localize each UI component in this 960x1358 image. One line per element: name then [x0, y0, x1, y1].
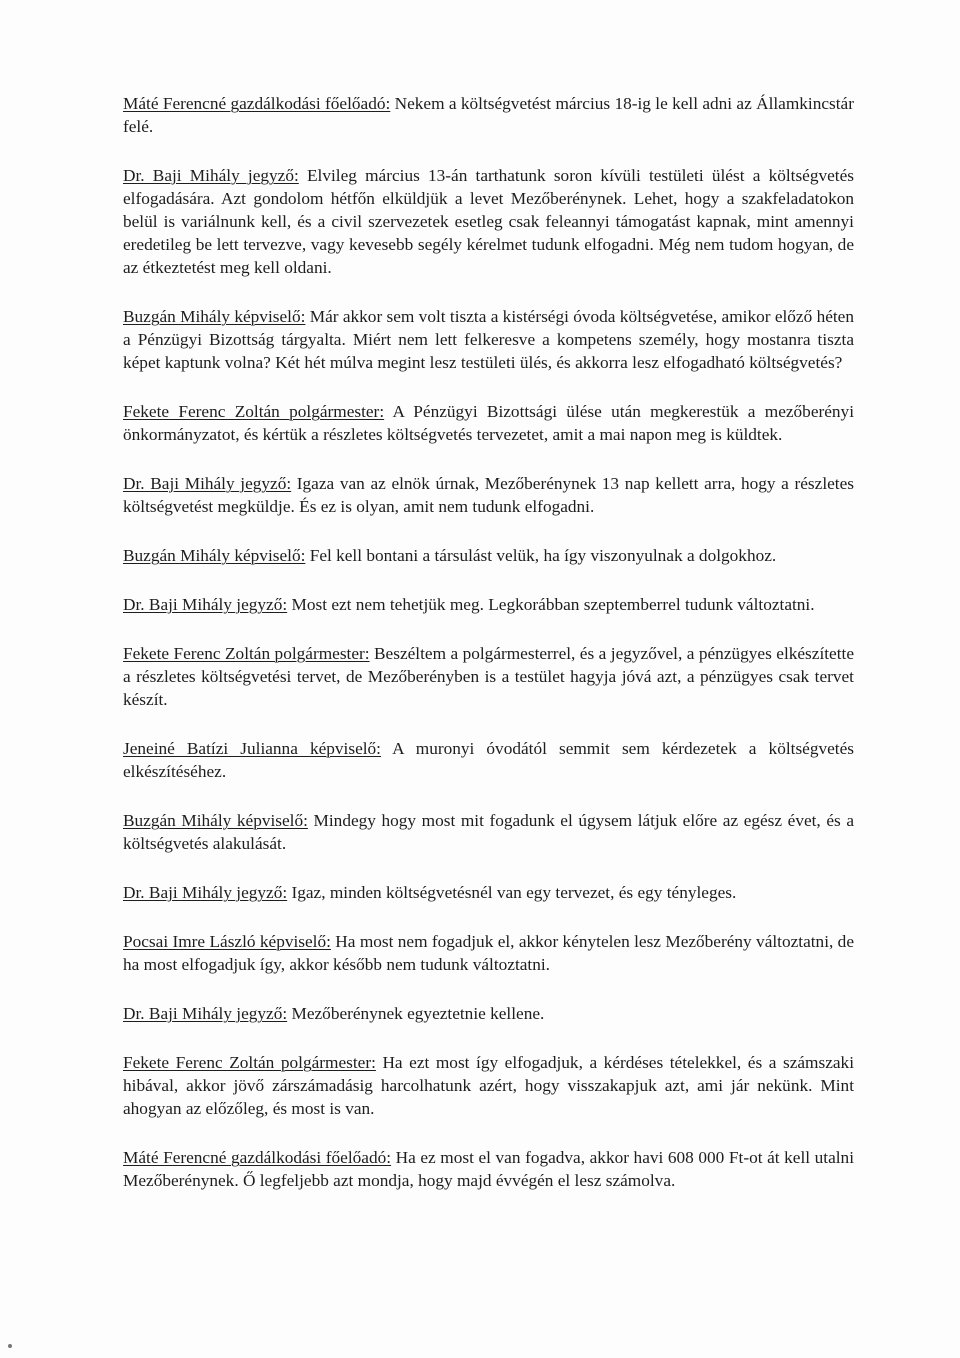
statement-text: Már akkor sem volt tiszta a kistérségi óvoda költségvetése, amikor előző héten a Pénzügyi Bizottság tárgyalta. Miért nem lett felkeresve a kompetens személy, hogy mostanra tiszta képet kaptunk volna? Két hét múlva megint lesz testületi ülés, és akkorra lesz elfogadható költségvetés?	[123, 307, 854, 372]
statement-text: Mezőberénynek egyeztetnie kellene.	[287, 1004, 545, 1023]
scan-speck	[8, 1344, 12, 1348]
transcript-paragraph	[123, 164, 854, 279]
transcript-paragraph	[123, 930, 854, 976]
speaker-name: Fekete Ferenc Zoltán polgármester:	[123, 402, 385, 421]
statement-text: Fel kell bontani a társulást velük, ha így viszonyulnak a dolgokhoz.	[305, 546, 777, 565]
statement-text: A muronyi óvodától semmit sem kérdezetek a költségvetés elkészítéséhez.	[123, 739, 854, 781]
speaker-name: Dr. Baji Mihály jegyző:	[123, 595, 288, 614]
speaker-name: Dr. Baji Mihály jegyző:	[123, 166, 299, 185]
statement-text: Ha ez most el van fogadva, akkor havi 608 000 Ft-ot át kell utalni Mezőberénynek. Ő legfeljebb azt mondja, hogy majd évvégén el lesz számolva.	[123, 1148, 854, 1190]
transcript-paragraph	[123, 400, 854, 446]
transcript-paragraph	[123, 1146, 854, 1192]
transcript-paragraph	[123, 737, 854, 783]
speaker-name: Dr. Baji Mihály jegyző:	[123, 883, 288, 902]
statement-text: Ha ezt most így elfogadjuk, a kérdéses tételekkel, és a számszaki hibával, akkor jövő zárszámadásig harcolhatunk azért, hogy visszakapjuk azt, ami jár nekünk. Mint ahogyan az előzőleg, és most is van.	[123, 1053, 854, 1118]
statement-text: Most ezt nem tehetjük meg. Legkorábban szeptemberrel tudunk változtatni.	[287, 595, 815, 614]
statement-text: Beszéltem a polgármesterrel, és a jegyzővel, a pénzügyes elkészítette a részletes költségvetési tervet, de Mezőberényben is a testület hagyja jóvá azt, a pénzügyes csak tervet készít.	[123, 644, 854, 709]
statement-text: A Pénzügyi Bizottsági ülése után megkerestük a mezőberényi önkormányzatot, és kértük a részletes költségvetés tervezetet, amit a mai napon meg is küldtek.	[123, 402, 854, 444]
statement-text: Igaz, minden költségvetésnél van egy tervezet, és egy tényleges.	[287, 883, 737, 902]
transcript-paragraph	[123, 809, 854, 855]
speaker-name: Máté Ferencné gazdálkodási főelőadó:	[123, 94, 391, 113]
statement-text: Nekem a költségvetést március 18-ig le kell adni az Államkincstár felé.	[123, 94, 854, 136]
speaker-name: Dr. Baji Mihály jegyző:	[123, 474, 292, 493]
speaker-name: Jeneiné Batízi Julianna képviselő:	[123, 739, 381, 758]
statement-text: Mindegy hogy most mit fogadunk el úgysem látjuk előre az egész évet, és a költségvetés alakulását.	[123, 811, 854, 853]
transcript-paragraph	[123, 593, 854, 616]
transcript-paragraph	[123, 881, 854, 904]
speaker-name: Buzgán Mihály képviselő:	[123, 811, 308, 830]
statement-text: Ha most nem fogadjuk el, akkor kénytelen lesz Mezőberény változtatni, de ha most elfogadjuk így, akkor később nem tudunk változtatni.	[123, 932, 854, 974]
meeting-transcript	[123, 92, 854, 1218]
transcript-paragraph	[123, 472, 854, 518]
transcript-paragraph	[123, 1002, 854, 1025]
speaker-name: Buzgán Mihály képviselő:	[123, 307, 306, 326]
speaker-name: Fekete Ferenc Zoltán polgármester:	[123, 1053, 376, 1072]
transcript-paragraph	[123, 92, 854, 138]
transcript-paragraph	[123, 1051, 854, 1120]
speaker-name: Máté Ferencné gazdálkodási főelőadó:	[123, 1148, 392, 1167]
transcript-paragraph	[123, 642, 854, 711]
transcript-paragraph	[123, 305, 854, 374]
speaker-name: Fekete Ferenc Zoltán polgármester:	[123, 644, 370, 663]
speaker-name: Dr. Baji Mihály jegyző:	[123, 1004, 288, 1023]
transcript-paragraph	[123, 544, 854, 567]
speaker-name: Pocsai Imre László képviselő:	[123, 932, 331, 951]
statement-text: Igaza van az elnök úrnak, Mezőberénynek 13 nap kellett arra, hogy a részletes költségvetést megküldje. És ez is olyan, amit nem tudunk elfogadni.	[123, 474, 854, 516]
statement-text: Elvileg március 13-án tarthatunk soron kívüli testületi ülést a költségvetés elfogadására. Azt gondolom hétfőn elküldjük a levet Mezőberénynek. Lehet, hogy a szakfeladatokon belül is variálnunk kell, és a civil szervezetek esetleg csak feleannyi támogatást kapnak, mint amennyi eredetileg be lett tervezve, vagy kevesebb segély kérelmet tudunk elfogadni. Még nem tudom hogyan, de az étkeztetést meg kell oldani.	[123, 166, 854, 277]
speaker-name: Buzgán Mihály képviselő:	[123, 546, 306, 565]
